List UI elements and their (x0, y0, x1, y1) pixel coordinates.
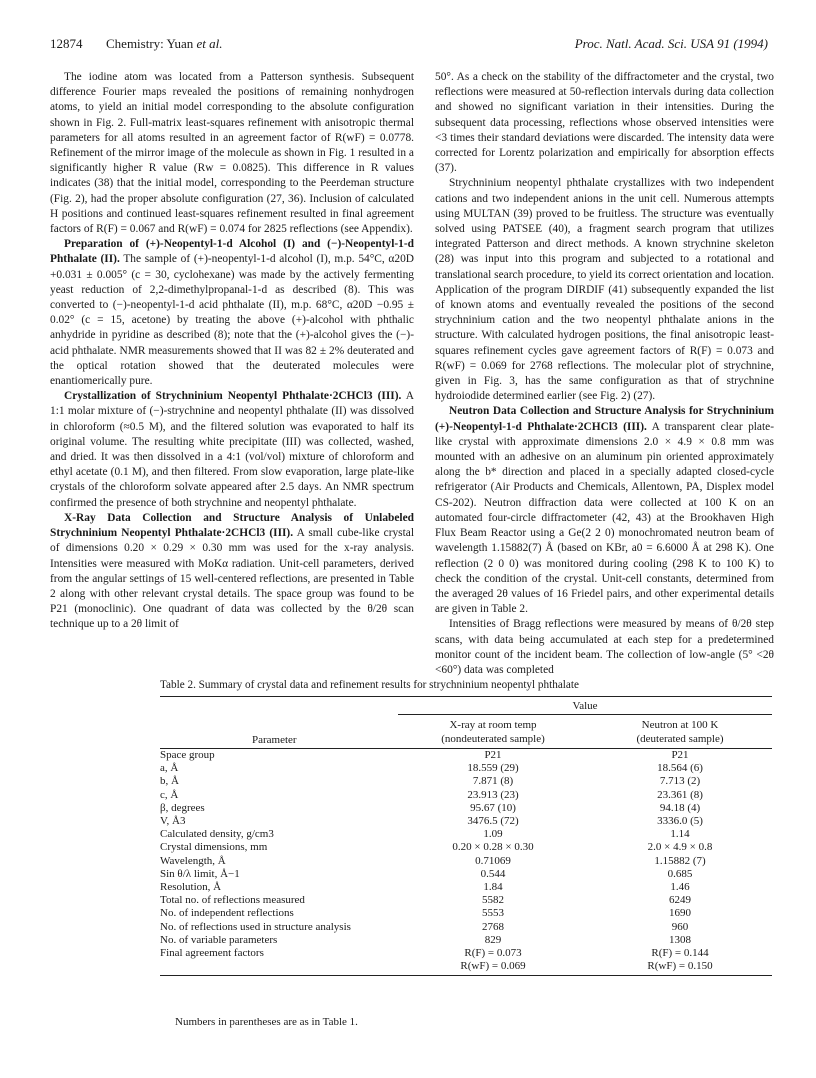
running-title-etal: et al. (196, 36, 223, 51)
cell-neutron: P21 (671, 749, 689, 761)
cell-param: Wavelength, Å (160, 854, 226, 867)
paragraph-body: A small cube-like crystal of dimensions 0.20 × 0.29 × 0.30 mm was used for the x-ray analysis. Intensities were measured with MoKα radiation. Unit-cell parameters, derived from the angular settings of 15 well-centered reflections, are presented in Table 2 along with other relevant crystal details. The space group was found to be P21 (monoclinic). One quadrant of data was collected by the θ/2θ scan technique up to a 2θ limit of (50, 527, 414, 631)
section-heading: X-Ray Data Collection and Structure Analysis of Unlabeled Strychninium Neopentyl Phthalate·2CHCl3 (III). (50, 511, 414, 540)
table-row (160, 868, 772, 881)
section-heading: Crystallization of Strychninium Neopentyl Phthalate·2CHCl3 (III). (64, 390, 402, 403)
cell-param: b, Å (160, 775, 179, 788)
cell-xray: 0.20 × 0.28 × 0.30 (452, 841, 534, 854)
section-heading: Preparation of (+)-Neopentyl-1-d Alcohol (I) and (−)-Neopentyl-1-d Phthalate (II). (50, 238, 414, 266)
table-row (160, 881, 772, 894)
table-row (160, 855, 772, 868)
cell-param: No. of variable parameters (160, 933, 278, 946)
table-row (160, 828, 772, 841)
running-title (106, 36, 223, 52)
cell-param: a, Å (160, 762, 179, 775)
cell-xray: 7.871 (8) (472, 775, 514, 788)
running-title-authors: Chemistry: Yuan (106, 36, 197, 51)
cell-param: No. of reflections used in structure analysis (160, 920, 351, 933)
paragraph: Intensities of Bragg reflections were measured by means of θ/2θ step scans, with data being accumulated at each step for a predetermined monitor count of the incident beam. The collection of low-angle (5° <2θ <60°) data was completed (435, 618, 774, 676)
cell-neutron: 0.685 (667, 867, 693, 880)
table-row (160, 921, 772, 934)
page-header (50, 36, 768, 56)
cell-param: Space group (160, 749, 215, 761)
cell-xray: 2768 (482, 920, 504, 933)
cell-param: Calculated density, g/cm3 (160, 828, 274, 841)
cell-xray: 95.67 (10) (470, 801, 516, 814)
cell-xray: 829 (484, 933, 502, 946)
column-header-parameter: Parameter (252, 734, 297, 746)
cell-param: V, Å3 (160, 815, 186, 828)
cell-xray: 23.913 (23) (467, 788, 519, 801)
cell-neutron: 960 (671, 920, 689, 933)
cell-param: c, Å (160, 788, 179, 801)
cell-neutron: 94.18 (4) (659, 801, 701, 814)
cell-param: Resolution, Å (160, 881, 222, 894)
table-bottom-rule (160, 975, 772, 976)
cell-param: Final agreement factors (160, 947, 264, 960)
left-column (50, 70, 414, 633)
table-row (160, 894, 772, 907)
paragraph-body: A 1:1 molar mixture of (−)-strychnine and neopentyl phthalate (II) was dissolved in chloroform (≈0.5 M), and the filtered solution was evaporated to half its original volume. The resulting white precipitate (III) was collected, washed, and dried. It was then dissolved in a 4:1 (vol/vol) mixture of chloroform and ethyl acetate (0.1 M), and then filtered. From slow evaporation, large plate-like crystals of the chloroform solvate appeared after 2.5 days. An NMR spectrum confirmed the presence of both strychnine and neopentyl phthalate. (50, 390, 415, 509)
cell-xray: R(F) = 0.073 (464, 947, 522, 960)
cell-xray: 3476.5 (72) (467, 815, 519, 828)
paragraph (50, 511, 414, 633)
column-header-xray-line1: X-ray at room temp (449, 719, 537, 731)
cell-xray: P21 (484, 749, 502, 761)
paragraph (50, 389, 414, 511)
cell-param: Total no. of reflections measured (160, 894, 305, 907)
table-row (160, 749, 772, 762)
paragraph: 50°. As a check on the stability of the diffractometer and the crystal, two reflections were measured at 50-reflection intervals during data collection and showed no significant variation in their intensities. During the subsequent data processing, reflections whose observed intensities were <3 times their standard deviations were discarded. The intensity data were corrected for Lorentz polarization and empirically for absorption effects (37). (435, 71, 774, 175)
cell-neutron: 6249 (669, 894, 691, 907)
journal-citation: Proc. Natl. Acad. Sci. USA 91 (1994) (574, 36, 768, 51)
paragraph (435, 404, 774, 617)
table-row (160, 960, 772, 973)
cell-param: β, degrees (160, 801, 205, 814)
cell-param: No. of independent reflections (160, 907, 294, 920)
page-number: 12874 (50, 36, 83, 51)
cell-neutron: 2.0 × 4.9 × 0.8 (647, 841, 713, 854)
paragraph-body: A transparent clear plate-like crystal with approximate dimensions 2.0 × 4.9 × 0.8 mm was mounted with an adhesive on an aluminum pin oriented approximately along the b* direction and placed in a specially adapted closed-cycle refrigerator (Air Products and Chemicals, Allentown, PA, Displex model CS-202). Neutron diffraction data were collected at 100 K on an automated four-circle diffractometer (42, 43) at the Brookhaven High Flux Beam Reactor using a Ge(2 2 0) monochromated neutron beam of wavelength 1.15882(7) Å (based on KBr, a0 = 6.6000 Å at 298 K). One reflection (2 0 0) was monitored during cooling (298 K to 100 K) to check the condition of the crystal. Unit-cell constants, determined from the averaged 2θ values of 16 Friedel pairs, and other experimental details are given in Table 2. (435, 420, 775, 616)
table-row (160, 947, 772, 960)
cell-neutron: 1.46 (670, 881, 690, 894)
cell-xray: 0.544 (480, 867, 506, 880)
paragraph: Strychninium neopentyl phthalate crystallizes with two independent cations and two independent anions in the unit cell. Numerous attempts using MULTAN (39) proved to be fruitless. The structure was eventually solved using PATSEE (40), a fragment search program that utilizes integrated Patterson and direct methods. A known strychnine skeleton (28) was input into this program and subjected to a rotational and translational search procedure, to yield its correct orientation and location. Application of the program DIRDIF (41) subsequently expanded the list of known atoms and eventually revealed the positions of the second strychninium cation and the two neopentyl phthalate anions in the structure. With calculated hydrogen positions, the final anisotropic least-squares refinement cycles gave agreement factors of R(F) = 0.073 and R(wF) = 0.069 for 2768 reflections. The molecular plot of strychnine, given in Fig. 3, has the same configuration as that of strychnine hydroiodide determined earlier (see Fig. 2) (27). (435, 177, 774, 403)
table-row (160, 762, 772, 775)
cell-neutron: 23.361 (8) (657, 788, 703, 801)
cell-neutron: 1690 (669, 907, 691, 920)
cell-neutron: 1.14 (670, 828, 690, 841)
column-header-neutron (588, 715, 772, 748)
paragraph-body: The sample of (+)-neopentyl-1-d alcohol (I), m.p. 54°C, α20D +0.031 ± 0.005° (c = 30, cyclohexane) was made by the actively fermenting yeast reduction of 2,2-dimethylpropanal-1-d as described (8). This was converted to (−)-neopentyl-1-d acid phthalate (II), m.p. 68°C, α20D −0.95 ± 0.02° (c = 15, acetone) by treating the above (+)-alcohol with phthalic anhydride in pyridine as described (8); note that the (+)-alcohol gives the (−)-acid phthalate. NMR measurements showed that II was 82 ± 2% deuterated and the optical rotation showed that the deuterated molecules were enantiomerically pure. (50, 253, 414, 388)
cell-xray: 1.84 (483, 881, 503, 894)
column-header-xray (398, 715, 588, 748)
cell-xray: 18.559 (29) (467, 762, 519, 775)
cell-neutron: 18.564 (6) (657, 762, 703, 775)
column-header-neutron-line1: Neutron at 100 K (641, 719, 719, 731)
table-row (160, 789, 772, 802)
table-header (160, 697, 772, 748)
cell-neutron: 7.713 (2) (659, 775, 701, 788)
cell-neutron: R(F) = 0.144 (651, 947, 709, 960)
table-row (160, 775, 772, 788)
cell-xray: 5582 (482, 894, 504, 907)
paragraph (50, 237, 414, 389)
table-footnote: Numbers in parentheses are as in Table 1. (175, 1016, 358, 1028)
table-row (160, 802, 772, 815)
cell-xray: 0.71069 (475, 854, 511, 867)
right-column (435, 70, 774, 678)
column-header-neutron-line2: (deuterated sample) (636, 733, 724, 745)
table-2 (160, 678, 772, 976)
table-row (160, 841, 772, 854)
cell-neutron: 1308 (669, 933, 691, 946)
section-heading: Neutron Data Collection and Structure Analysis for Strychninium (+)-Neopentyl-1-d Phthalate·2CHCl3 (III). (435, 405, 774, 433)
table-body (160, 749, 772, 973)
cell-xray: 1.09 (483, 828, 503, 841)
value-header: Value (572, 700, 598, 712)
table-row (160, 815, 772, 828)
cell-neutron: 3336.0 (5) (657, 815, 703, 828)
table-row (160, 907, 772, 920)
cell-neutron: 1.15882 (7) (654, 854, 706, 867)
cell-xray: 5553 (482, 907, 504, 920)
column-header-xray-line2: (nondeuterated sample) (441, 733, 545, 745)
cell-param: Crystal dimensions, mm (160, 841, 268, 854)
table-row (160, 934, 772, 947)
paragraph: The iodine atom was located from a Patterson synthesis. Subsequent difference Fourier maps revealed the positions of remaining nonhydrogen atoms, to yield an initial model corresponding to the absolute configuration shown in Fig. 2. Full-matrix least-squares refinement with anisotropic thermal parameters for all atoms resulted in an agreement factor of R(wF) = 0.0778. Refinement of the mirror image of the molecule as shown in Fig. 1 resulted in a significantly higher R value (Rw = 0.0825). This difference in R values indicates (38) that the initial model, corresponding to the Peerdeman structure (Fig. 2), had the proper absolute configuration (27, 36). Inclusion of calculated H positions and continued least-squares refinement resulted in final agreement factors of R(F) = 0.067 and R(wF) = 0.074 for 2825 reflections (see Appendix). (50, 71, 414, 236)
cell-neutron: R(wF) = 0.150 (647, 960, 713, 973)
table-caption: Table 2. Summary of crystal data and refinement results for strychninium neopentyl phthalate (160, 679, 579, 691)
cell-param (160, 960, 398, 973)
cell-xray: R(wF) = 0.069 (460, 960, 526, 973)
cell-param: Sin θ/λ limit, Å−1 (160, 867, 240, 880)
